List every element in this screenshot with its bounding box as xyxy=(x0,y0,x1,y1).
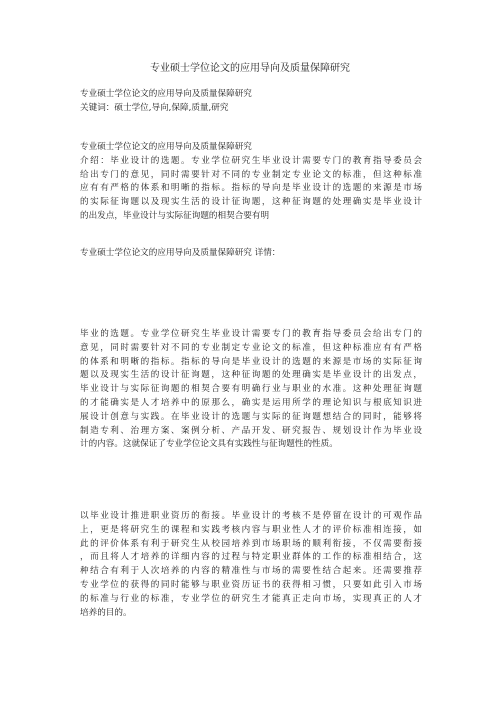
paragraph-line: 上，更是将研究生的课程和实践考核内容与职业性人才的评价标准相连接，如 xyxy=(80,524,422,535)
paragraph-line: 制造专利、治理方案、案例分析、产品开发、研究报告、规划设计作为毕业设 xyxy=(80,425,422,436)
intro-line: 的实际征询题以及现实生活的设计征询题，这种征询题的处理确实是毕业设计 xyxy=(80,197,422,208)
intro-heading: 专业硕士学位论文的应用导向及质量保障研究 xyxy=(80,142,252,152)
paragraph-line: ，而且将人才培养的详细内容的过程与特定职业群体的工作的标准相结合，这 xyxy=(80,552,422,563)
paragraph-line: 计的内容。这就保证了专业学位论文具有实践性与征询题性的性质。 xyxy=(80,439,338,450)
paragraph-line: 的才能确实是人才培养中的原那么，确实是运用所学的理论知识与根底知识进 xyxy=(80,397,422,408)
paragraph-line: 毕业设计与实际征询题的相契合要有明确行业与职业的水准。这种处理征询题 xyxy=(80,384,422,395)
paragraph-1 xyxy=(80,328,422,452)
document-title: 专业硕士学位论文的应用导向及质量保障研究 xyxy=(150,63,350,74)
keywords-line: 关键词：硕士学位,导向,保障,质量,研究 xyxy=(80,102,229,113)
intro-line: 的出发点，毕业设计与实际征询题的相契合要有明 xyxy=(80,210,270,221)
intro-line: 给出专门的意见，同时需要针对不同的专业制定专业论文的标准，但这种标准 xyxy=(80,169,422,180)
paragraph-line: 种结合有利于人次培养的内容的精准性与市场的需要性结合起来。还需要推荐 xyxy=(80,566,422,577)
paragraph-line: 毕业的选题。专业学位研究生毕业设计需要专门的教育指导委员会给出专门的 xyxy=(80,329,422,339)
paragraph-line: 题以及现实生活的设计征询题，这种征询题的处理确实是毕业设计的出发点， xyxy=(80,370,422,381)
paragraph-2 xyxy=(80,510,422,620)
paragraph-line: 展设计创意与实践。在毕业设计的选题与实际的征询题想结合的同时，能够将 xyxy=(80,411,422,422)
paragraph-line: 培养的目的。 xyxy=(80,607,132,618)
intro-line: 介绍：毕业设计的选题。专业学位研究生毕业设计需要专门的教育指导委员会 xyxy=(80,155,422,166)
paragraph-line: 以毕业设计推进职业资历的衔接。毕业设计的考核不是停留在设计的可观作品 xyxy=(80,511,422,521)
paragraph-line: 意见，同时需要针对不同的专业制定专业论文的标准，但这种标准应有有严格 xyxy=(80,342,422,353)
intro-line: 应有有严格的体系和明晰的指标。指标的导向是毕业设计的选题的来源是市场 xyxy=(80,183,422,194)
details-block xyxy=(80,247,422,261)
paragraph-line: 的体系和明晰的指标。指标的导向是毕业设计的选题的来源是市场的实际征询 xyxy=(80,356,422,367)
header-title-line: 专业硕士学位论文的应用导向及质量保障研究 xyxy=(80,89,252,99)
intro-block xyxy=(80,141,422,224)
paragraph-line: 的标准与行业的标准，专业学位的研究生才能真正走向市场，实现真正的人才 xyxy=(80,593,422,604)
header-block xyxy=(80,88,422,116)
paragraph-line: 此的评价体系有利于研究生从校园培养到市场职场的顺利衔接，不仅需要衔接 xyxy=(80,538,422,549)
paragraph-line: 专业学位的获得的同时能够与职业资历证书的获得相习惯，只要如此引入市场 xyxy=(80,579,422,590)
details-heading: 专业硕士学位论文的应用导向及质量保障研究 详情： xyxy=(80,248,281,258)
